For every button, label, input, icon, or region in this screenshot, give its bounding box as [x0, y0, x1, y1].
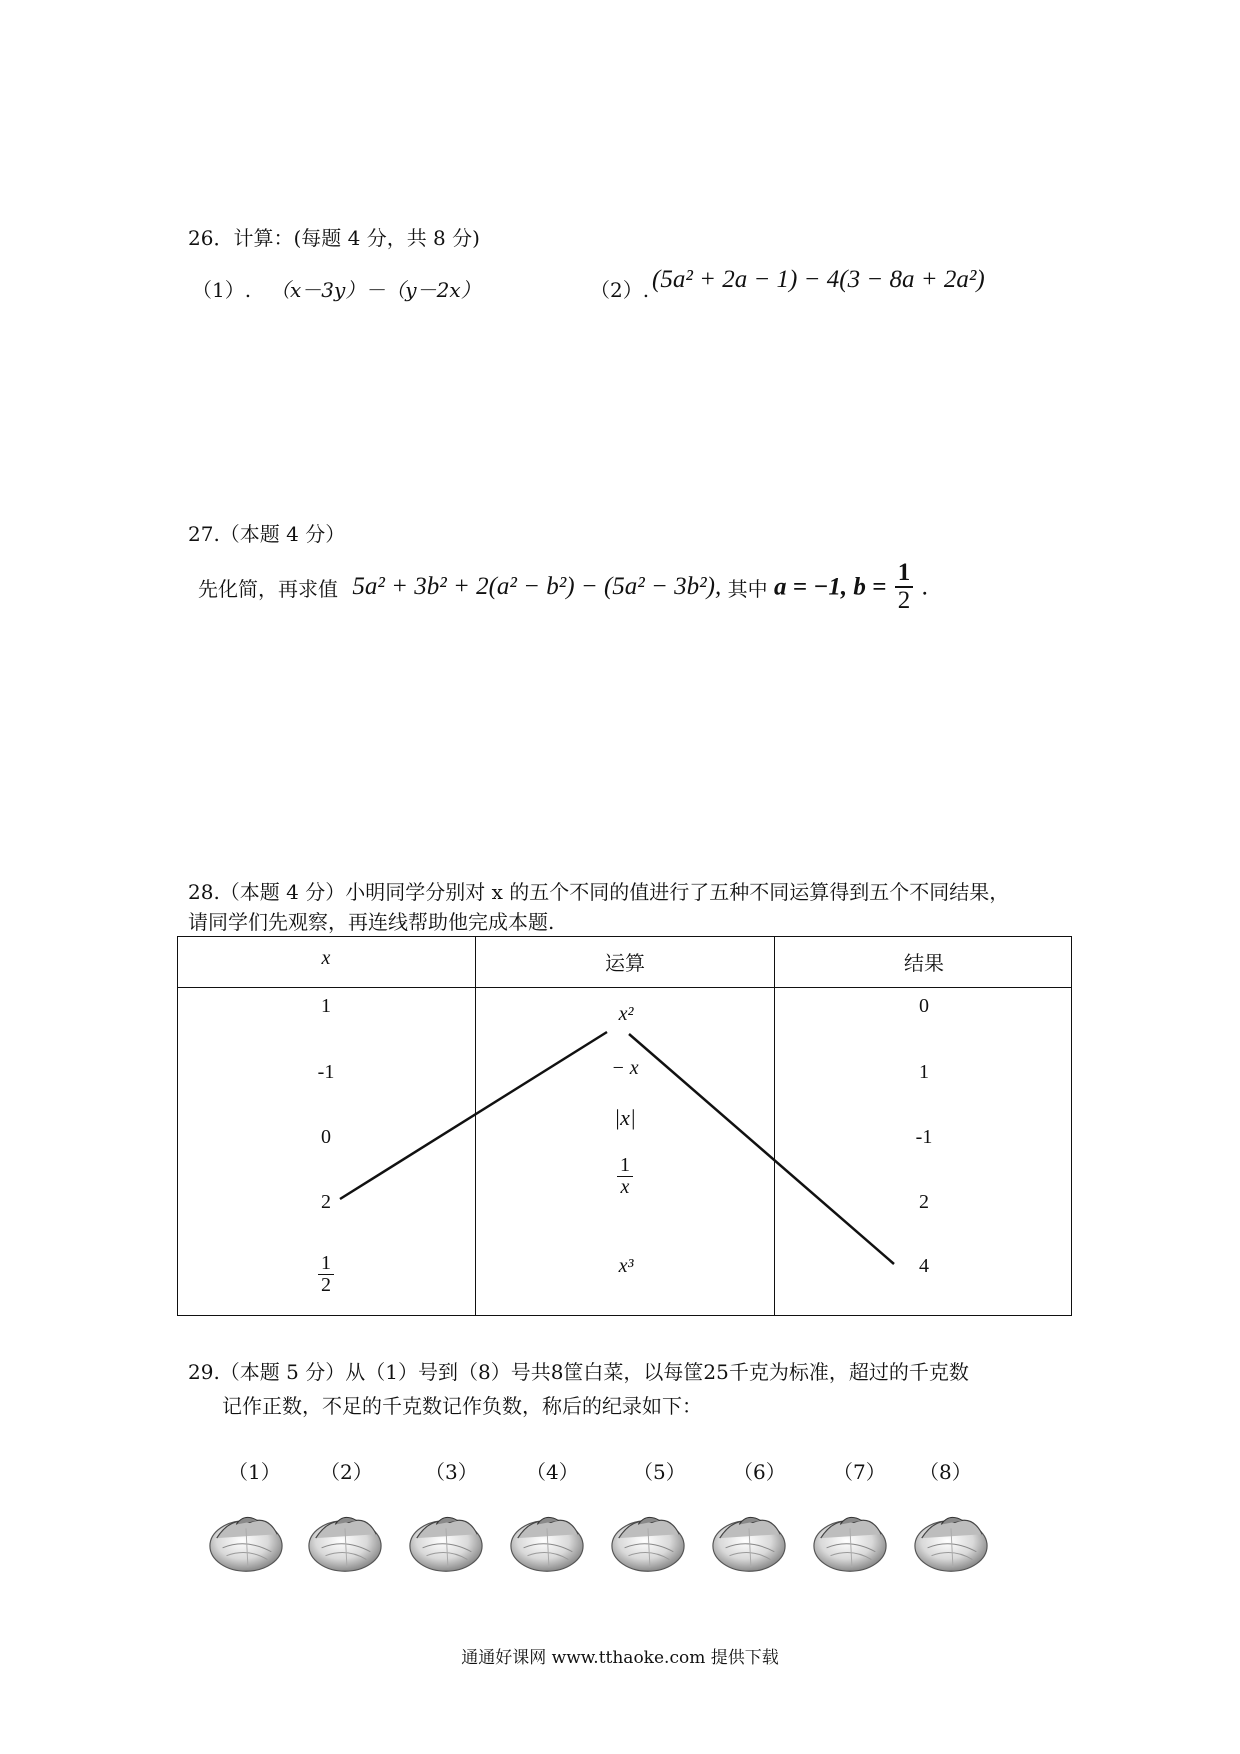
q26-part2-expr: (5a² + 2a − 1) − 4(3 − 8a + 2a²) [652, 266, 985, 293]
q27-where: 其中 [727, 576, 768, 601]
line-2-to-square [340, 1032, 607, 1199]
cabbage-icon [912, 1508, 990, 1576]
crate-label-3: （3） [425, 1460, 478, 1484]
crate-label-4: （4） [526, 1460, 579, 1484]
q28-line1: 28.（本题 4 分）小明同学分别对 x 的五个不同的值进行了五种不同运算得到五个不同结果， [188, 880, 1010, 904]
crate-label-6: （6） [733, 1460, 786, 1484]
q27-b-denominator: 2 [897, 587, 911, 615]
q27-b-fraction [895, 560, 914, 615]
header-result: 结果 [904, 951, 944, 975]
cabbage-icon [710, 1508, 788, 1576]
crate-label-2: （2） [320, 1460, 373, 1484]
x-value-1: 1 [321, 995, 331, 1017]
connecting-lines [178, 937, 1073, 1317]
crate-label-7: （7） [833, 1460, 886, 1484]
x-value-2: 2 [321, 1191, 331, 1213]
x-half-numerator: 1 [318, 1253, 334, 1275]
op-recip-denominator: x [620, 1176, 630, 1198]
result-2: 2 [919, 1191, 929, 1213]
cabbage-icon [609, 1508, 687, 1576]
cabbage-icon [207, 1508, 285, 1576]
matching-table [177, 936, 1072, 1316]
op-cube: x³ [618, 1255, 634, 1277]
q27-b-numerator: 1 [895, 560, 914, 588]
q26-part2-label: （2）. [590, 278, 650, 302]
crate-label-1: （1） [228, 1460, 281, 1484]
cabbage-icon [306, 1508, 384, 1576]
line-square-to-4 [629, 1034, 894, 1264]
op-negate: − x [611, 1057, 639, 1079]
q26-heading: 26．计算：(每题 4 分，共 8 分) [188, 226, 480, 250]
crate-label-5: （5） [633, 1460, 686, 1484]
result-1: 1 [919, 1061, 929, 1083]
result-4: 4 [919, 1255, 929, 1277]
q29-line2: 记作正数，不足的千克数记作负数，称后的纪录如下： [222, 1394, 702, 1418]
cabbage-icon [811, 1508, 889, 1576]
x-half-denominator: 2 [321, 1274, 331, 1296]
header-operation: 运算 [605, 951, 645, 975]
q26-part1-expr: （x－3y）－（y－2x） [270, 278, 481, 302]
q27-prefix: 先化简，再求值 [198, 576, 338, 601]
op-recip-numerator: 1 [617, 1155, 633, 1177]
cabbage-icon [508, 1508, 586, 1576]
q26-part1-label: （1）. [192, 278, 252, 302]
q28-line2: 请同学们先观察，再连线帮助他完成本题. [188, 910, 555, 934]
result-neg1: -1 [915, 1126, 933, 1148]
q27-statement [198, 560, 928, 615]
q27-heading: 27.（本题 4 分） [188, 522, 346, 546]
result-0: 0 [919, 995, 929, 1017]
op-square: x² [618, 1003, 634, 1025]
crate-label-8: （8） [919, 1460, 972, 1484]
x-value-0: 0 [321, 1126, 331, 1148]
q27-period: . [921, 573, 928, 601]
header-x: x [321, 947, 331, 969]
q27-expression: 5a² + 3b² + 2(a² − b²) − (5a² − 3b²), [352, 573, 722, 601]
op-absolute: |x| [614, 1105, 636, 1130]
q27-condition: a = −1, b = [773, 573, 887, 601]
footer-source: 通通好课网 www.tthaoke.com 提供下载 [461, 1648, 779, 1668]
x-value-neg1: -1 [317, 1061, 335, 1083]
cabbage-icon [407, 1508, 485, 1576]
q29-line1: 29.（本题 5 分）从（1）号到（8）号共8筐白菜，以每筐25千克为标准，超过的千克数 [188, 1360, 969, 1384]
